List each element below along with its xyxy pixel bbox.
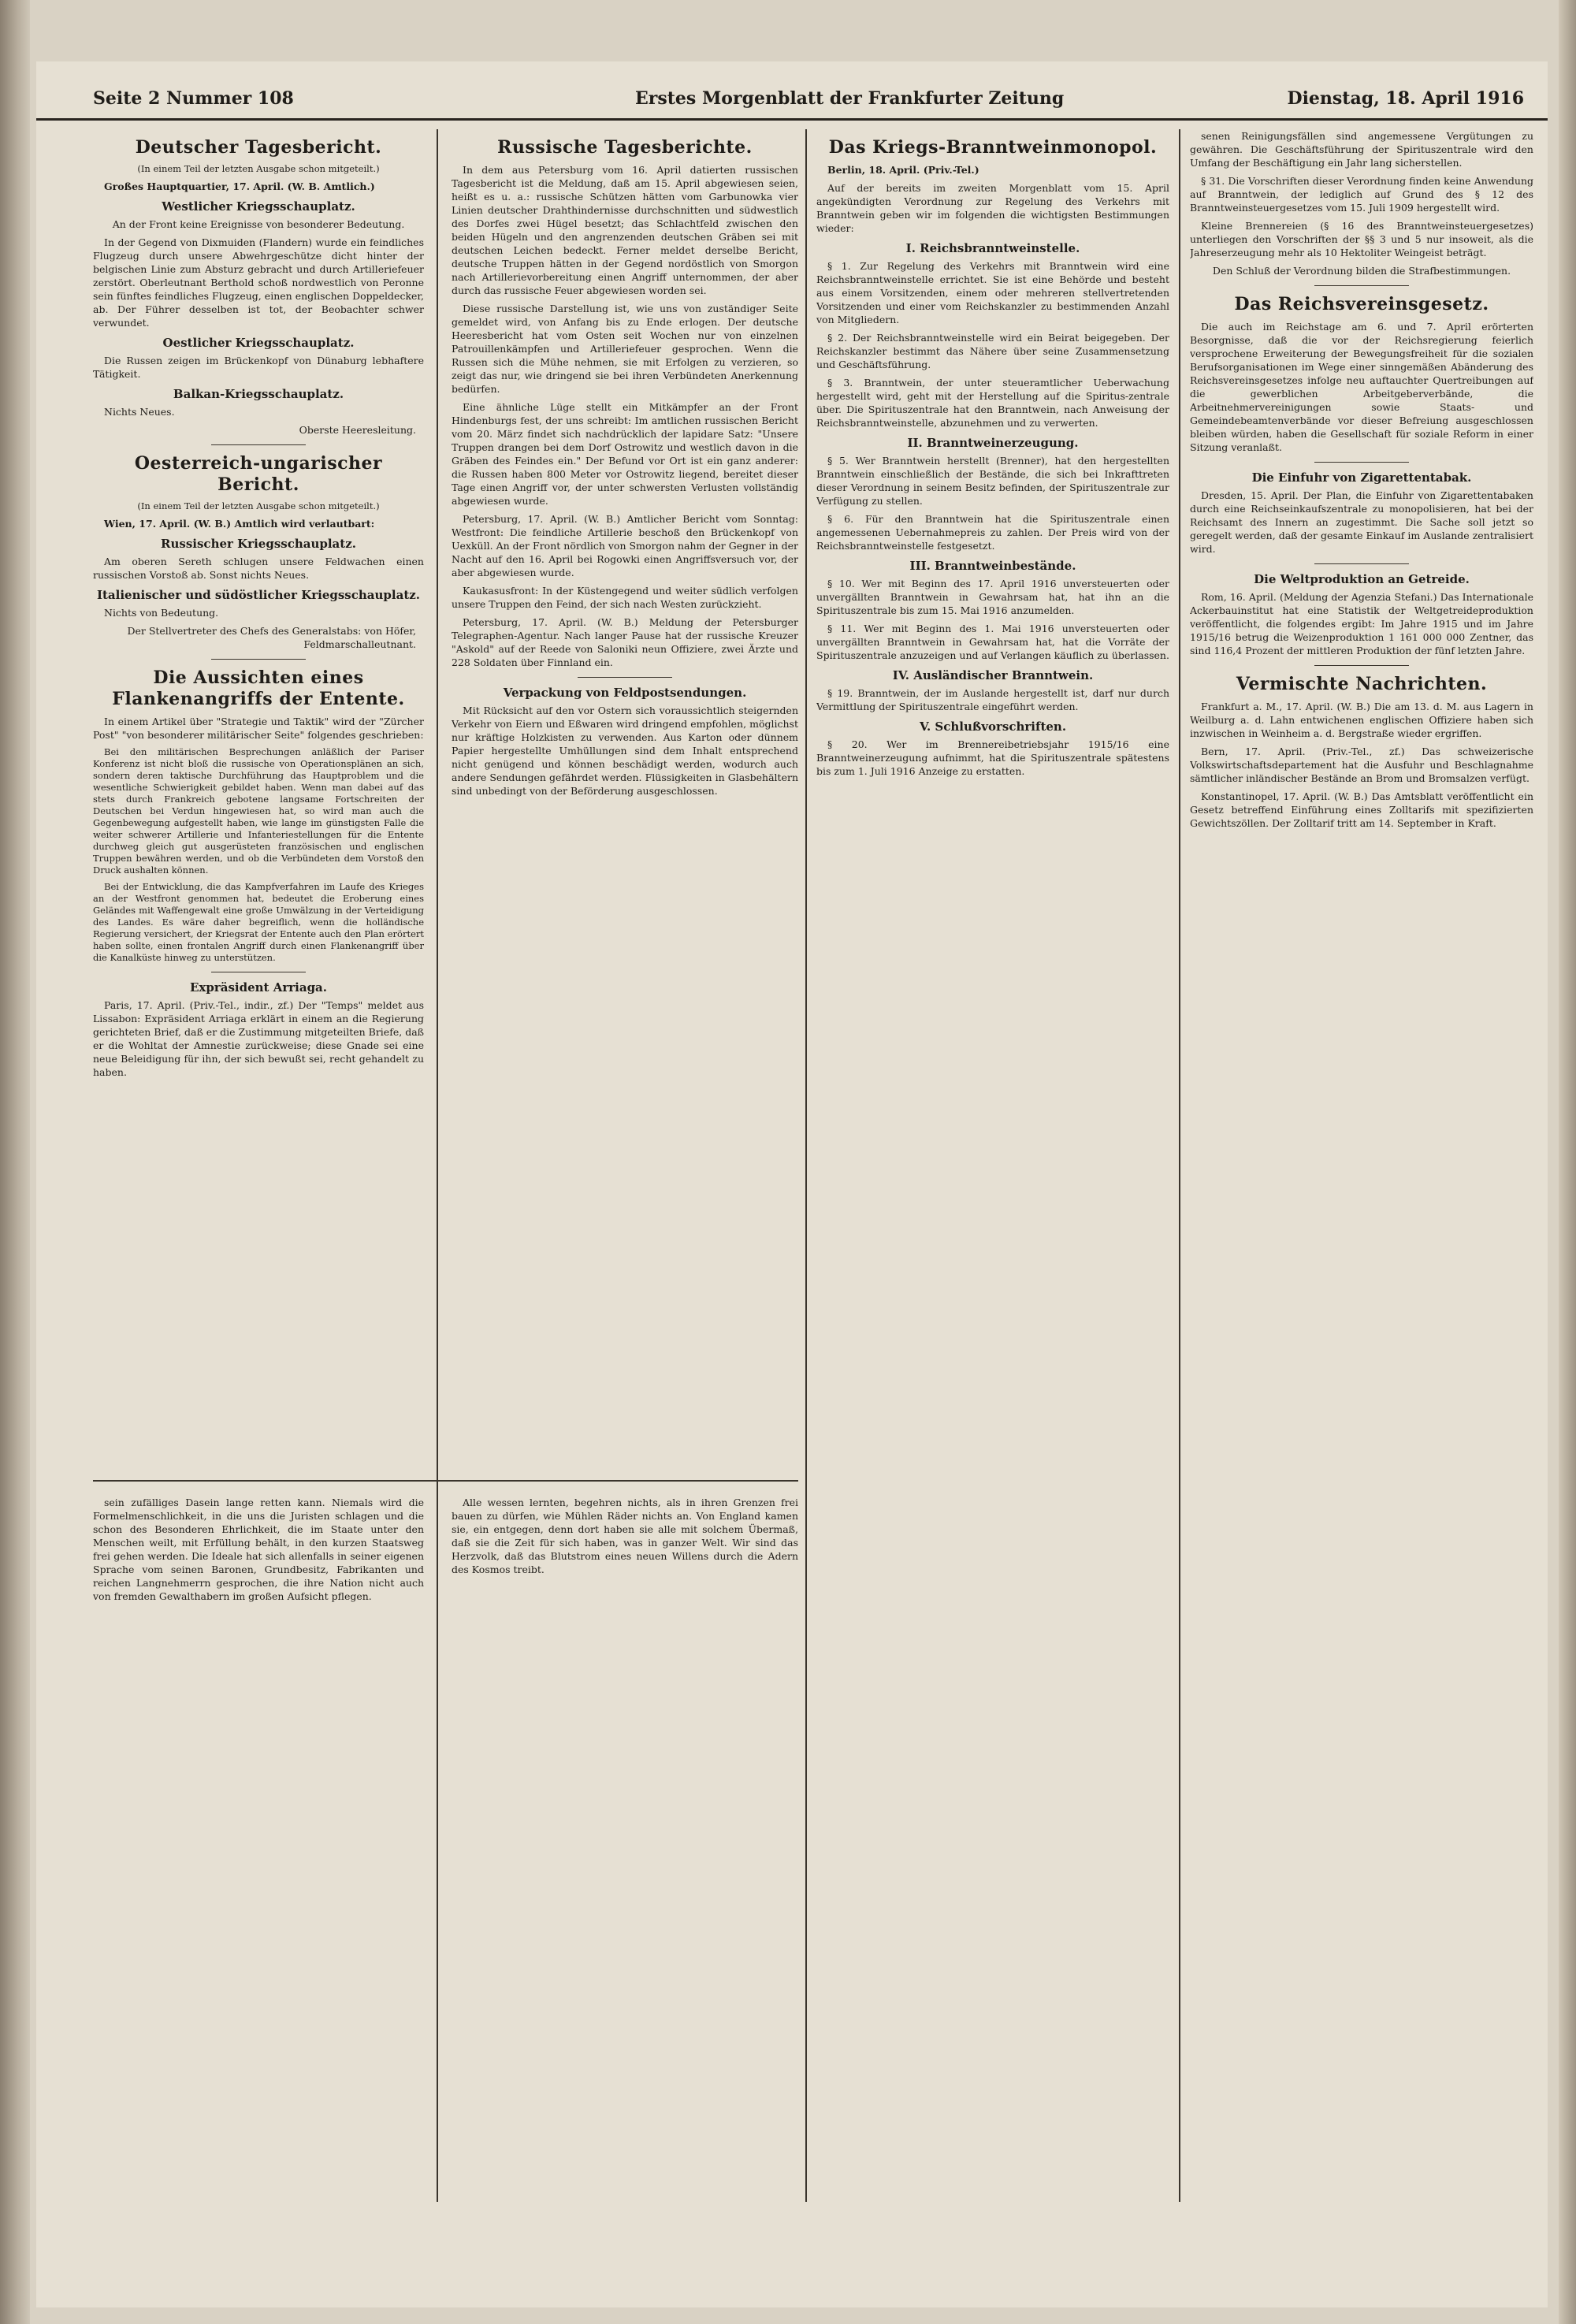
headline-flank-attack: Die Aussichten eines Flankenangriffs der Entente. [112, 667, 405, 709]
paragraph: Frankfurt a. M., 17. April. (W. B.) Die am 13. d. M. aus Lagern in Weilburg a. d. Lahn entwichenen englischen Offiziere haben sich inzwischen in Weinheim a. d. Bergstraße wieder ergriffen. [1190, 701, 1533, 739]
divider [1314, 462, 1409, 463]
feuilleton-right [452, 1496, 798, 2126]
dateline: Berlin, 18. April. (Priv.-Tel.) [827, 164, 979, 176]
paragraph: Nichts von Bedeutung. [104, 607, 219, 619]
paragraph: Auf der bereits im zweiten Morgenblatt vom 15. April angekündigten Verordnung zur Regelung des Verkehrs mit Branntwein geben wir im folgenden die wichtigsten Bestimmungen wieder: [816, 182, 1169, 234]
feuilleton-left [93, 1496, 424, 2126]
paragraph: In der Gegend von Dixmuiden (Flandern) wurde ein feindliches Flugzeug durch unsere Abwehrgeschütze dicht hinter der belgischen Linie zum Absturz gebracht und durch Artilleriefeuer zerstört. Oberleutnant Berthold schoß nordwestlich von Peronne sein fünftes feindliches Flugzeug, einen englischen Doppeldecker, ab. Der Führer desselben ist tot, der Beobachter schwer verwundet. [93, 236, 424, 329]
headline-association-law: Das Reichsvereinsgesetz. [1234, 294, 1489, 314]
headline-grain-production: Die Weltproduktion an Getreide. [1254, 572, 1470, 586]
signature: Der Stellvertreter des Chefs des Generalstabs: von Höfer, Feldmarschalleutnant. [127, 625, 416, 650]
paragraph: § 31. Die Vorschriften dieser Verordnung finden keine Anwendung auf Branntwein, der lediglich auf Grund des § 12 des Branntweinsteuergesetzes vom 15. Juli 1909 hergestellt wird. [1190, 175, 1533, 214]
paragraph: sein zufälliges Dasein lange retten kann. Niemals wird die Formelmenschlichkeit, in die uns die Juristen schlagen und die schon des Besonderen Ehrlichkeit, die im Staate unter den Menschen weilt, mit Erfüllung behält, in den kurzen Staatsweg frei gehen werden. Die Ideale hat sich allenfalls in seiner eigenen Sprache vom seinen Baronen, Grundbesitz, Fabrikanten und reichen Langnehmerrn gesprochen, die ihre Nation nicht auch von fremden Gewalthabern im großen Aufsicht pflegen. [93, 1497, 424, 1602]
masthead [36, 84, 1548, 121]
paragraph: § 3. Branntwein, der unter steueramtlicher Ueberwachung hergestellt wird, geht mit der Herstellung auf die Spiritus-zentrale über. Die Spirituszentrale hat den Branntwein, nach Anweisung der Reichsbranntweinstelle, abzunehmen und zu verwerten. [816, 377, 1169, 429]
paragraph: Den Schluß der Verordnung bilden die Strafbestimmungen. [1212, 265, 1511, 277]
column-4 [1190, 129, 1533, 2257]
horizontal-rule [93, 1480, 798, 1482]
divider [1314, 285, 1409, 286]
divider [1314, 665, 1409, 666]
paragraph: Mit Rücksicht auf den vor Ostern sich voraussichtlich steigernden Verkehr von Eiern und Eßwaren wird dringend empfohlen, möglichst nur kräftige Holzkisten zu verwenden. Aus Karton oder dünnem Papier hergestellte Umhüllungen sind dem Inhalt entsprechend nicht genügend und können beschädigt werden, wodurch auch andere Sendungen gefährdet werden. Flüssigkeiten in Glasbehältern sind unbedingt von der Beförderung ausgeschlossen. [452, 705, 798, 797]
headline-russian-reports: Russische Tagesberichte. [497, 137, 753, 158]
book-binding [0, 0, 30, 2324]
paragraph: Diese russische Darstellung ist, wie uns von zuständiger Seite gemeldet wird, von Anfang bis zu Ende erlogen. Der deutsche Heeresbericht hat vom Osten seit Wochen nur von einzelnen Patrouillenkämpfen und Artilleriefeuer gesprochen. Wenn die Russen sich die Mühe nehmen, sie mit Erfolgen zu verzieren, so zeigt das nur, wie dringend sie bei ihren Verbündeten Anerkennung bedürfen. [452, 303, 798, 395]
paragraph: Eine ähnliche Lüge stellt ein Mitkämpfer an der Front Hindenburgs fest, der uns schreibt: Im amtlichen russischen Bericht vom 20. März findet sich nachdrücklich der lapidare Satz: "Unsere Truppen drangen bei dem Dorf Ostrowitz und westlich davon in die Gräben des Feindes ein." Der Befund vor Ort ist ein ganz anderer: die Russen haben 800 Meter vor Ostrowitz liegend, bereitet dieser Tage einen Angriff vor, der unter schwersten Verlusten vollständig abgewiesen wurde. [452, 401, 798, 507]
divider [1314, 563, 1409, 564]
lead: An der Front keine Ereignisse von besonderer Bedeutung. [112, 218, 405, 230]
headline-field-post: Verpackung von Feldpostsendungen. [503, 686, 747, 700]
paragraph: Kleine Brennereien (§ 16 des Branntweinsteuergesetzes) unterliegen den Vorschriften der §§ 3 und 5 nur insoweit, als die Jahreserzeugung mehr als 10 Hektoliter Weingeist beträgt. [1190, 220, 1533, 258]
section-heading: IV. Ausländischer Branntwein. [892, 668, 1094, 682]
headline-arriaga: Expräsident Arriaga. [189, 980, 327, 995]
column-1 [93, 129, 424, 1469]
newspaper-title: Erstes Morgenblatt der Frankfurter Zeitung [635, 88, 1065, 109]
paragraph: Bern, 17. April. (Priv.-Tel., zf.) Das schweizerische Volkswirtschaftsdepartement hat die Ausfuhr und Beschlagnahme sämtlicher inländischer Bestände an Brom und Bromsalzen verfügt. [1190, 746, 1533, 784]
column-rule [437, 129, 438, 2202]
headline-monopoly: Das Kriegs-Branntweinmonopol. [828, 137, 1158, 158]
paragraph: In einem Artikel über "Strategie und Taktik" wird der "Zürcher Post" "von besonderer militärischer Seite" folgendes geschrieben: [93, 716, 424, 741]
paragraph: In dem aus Petersburg vom 16. April datierten russischen Tagesbericht ist die Meldung, daß am 15. April abgewiesen seien, heißt es u. a.: russische Schützen hätten vom Garbunowka vier Linien deutscher Drahthindernisse durchschnitten und südwestlich des Dorfes zwei Hügel besetzt; das Schlachtfeld zwischen den beiden Hügeln und den angrenzenden deutschen Gräben sei mit deutschen Leichen bedeckt. Ferner meldet derselbe Bericht, deutsche Truppen hätten in der Gegend nordöstlich von Smorgon nach Artillerievorbereitung einen Angriff unternommen, der aber durch das russische Feuer abgewiesen worden sei. [452, 164, 798, 296]
headline-miscellaneous: Vermischte Nachrichten. [1236, 674, 1488, 694]
headline-german-report: Deutscher Tagesbericht. [135, 137, 382, 158]
column-rule [805, 129, 807, 2202]
paragraph: Am oberen Sereth schlugen unsere Feldwachen einen russischen Vorstoß ab. Sonst nichts Neues. [93, 556, 424, 581]
paragraph: § 2. Der Reichsbranntweinstelle wird ein Beirat beigegeben. Der Reichskanzler bestimmt das Nähere über seine Zusammensetzung und Geschäftsführung. [816, 332, 1169, 370]
section-italian-theater: Italienischer und südöstlicher Kriegsschauplatz. [96, 588, 420, 602]
headline-cigarette-tobacco: Die Einfuhr von Zigarettentabak. [1251, 470, 1472, 485]
dateline: Großes Hauptquartier, 17. April. (W. B. Amtlich.) [104, 180, 375, 192]
section-heading: II. Branntweinerzeugung. [907, 436, 1079, 450]
section-heading: V. Schlußvorschriften. [919, 720, 1067, 734]
paragraph: § 6. Für den Branntwein hat die Spirituszentrale einen angemessenen Uebernahmepreis zu zahlen. Der Preis wird von der Reichsbranntweinstelle festgesetzt. [816, 513, 1169, 552]
paragraph: Bei der Entwicklung, die das Kampfverfahren im Laufe des Krieges an der Westfront genommen hat, bedeutet die Eroberung eines Geländes mit Waffengewalt eine große Umwälzung in der Verteidigung des Landes. Es wäre daher begreiflich, wenn die holländische Regierung versichert, der Kriegsrat der Entente auch den Plan erörtert haben sollte, einen frontalen Angriff durch einen Flankenangriff über die Kanalküste hinweg zu unterstützen. [93, 881, 424, 963]
paragraph: Petersburg, 17. April. (W. B.) Meldung der Petersburger Telegraphen-Agentur. Nach langer Pause hat der russische Kreuzer "Askold" auf der Reede von Saloniki neun Offiziere, zwei Ärzte und 228 Soldaten über Finnland ein. [452, 616, 798, 668]
paragraph: § 1. Zur Regelung des Verkehrs mit Branntwein wird eine Reichsbranntweinstelle errichtet. Sie ist eine Behörde und besteht aus einem Vorsitzenden, einem oder mehreren stellvertretenden Vorsitzenden und einer vom Reichskanzler zu bestimmenden Anzahl von Mitgliedern. [816, 260, 1169, 325]
paragraph: Konstantinopel, 17. April. (W. B.) Das Amtsblatt veröffentlicht ein Gesetz betreffend Einführung eines Zolltarifs mit spezifizierten Gewichtszöllen. Der Zolltarif tritt am 14. September in Kraft. [1190, 790, 1533, 829]
newspaper-page [36, 61, 1548, 2307]
issue-date: Dienstag, 18. April 1916 [1287, 88, 1524, 109]
section-heading: III. Branntweinbestände. [909, 559, 1076, 573]
paragraph: § 20. Wer im Brennereibetriebsjahr 1915/16 eine Branntweinerzeugung aufnimmt, hat die Spirituszentrale spätestens bis zum 1. Juli 1916 Anzeige zu erstatten. [816, 738, 1169, 777]
paragraph: Petersburg, 17. April. (W. B.) Amtlicher Bericht vom Sonntag: Westfront: Die feindliche Artillerie beschoß den Brückenkopf von Uexküll. An der Front nördlich von Smorgon nahm der Gegner in der Nacht auf den 16. April bei Rogowki einen Angriffsversuch vor, der aber abgewiesen wurde. [452, 513, 798, 578]
paragraph: Alle wessen lernten, begehren nichts, als in ihren Grenzen frei bauen zu dürfen, wie Mühlen Räder nichts an. Von England kamen sie, ein entgegen, denn dort haben sie alle mit solchem Übermaß, daß sie die Zeit für sich haben, was in ganzer Welt. Wir sind das Herzvolk, daß das Blutstrom eines neuen Willens durch die Adern des Kosmos treibt. [452, 1497, 798, 1575]
paragraph: § 10. Wer mit Beginn des 17. April 1916 unversteuerten oder unvergällten Branntwein in Gewahrsam hat, hat ihn an die Spirituszentrale bis zum 15. Mai 1916 anzumelden. [816, 578, 1169, 616]
page-number: Seite 2 Nummer 108 [93, 88, 294, 109]
paragraph: Rom, 16. April. (Meldung der Agenzia Stefani.) Das Internationale Ackerbauinstitut hat eine Statistik der Weltgetreideproduktion veröffentlicht, die folgendes ergibt: Im Jahre 1915 und im Jahre 1915/16 betrug die Weizenproduktion 1 161 000 000 Zentner, das sind 116,4 Prozent der mittleren Produktion der fünf letzten Jahre. [1190, 591, 1533, 656]
divider [211, 444, 306, 445]
headline-austrian-report: Oesterreich-ungarischer Bericht. [134, 453, 383, 495]
signature: Oberste Heeresleitung. [299, 424, 416, 436]
paragraph: Bei den militärischen Besprechungen anläßlich der Pariser Konferenz ist nicht bloß die russische von Operationsplänen an sich, sondern deren taktische Durchführung das Hauptproblem und die wesentliche Schwierigkeit gebildet haben. Wenn man dabei auf das stets durch Frankreich gebotene langsame Fortschreiten der Deutschen bei Verdun hingewiesen hat, so wird man auch die Gegenbewegung aufgestellt haben, wie lange im günstigsten Falle die weiter schwerer Artillerie und Infanteriestellungen für die Entente durchweg gleich gut ausgerüsteten französischen und englischen Truppen bewähren werden, und ob die Verbündeten dem Vorstoß den Druck aushalten können. [93, 746, 424, 876]
paragraph: senen Reinigungsfällen sind angemessene Vergütungen zu gewähren. Die Geschäftsführung der Spirituszentrale wird den Umfang der Beschäftigung ein Jahr lang sicherstellen. [1190, 130, 1533, 169]
paragraph: Paris, 17. April. (Priv.-Tel., indir., zf.) Der "Temps" meldet aus Lissabon: Expräsident Arriaga erklärt in einem an die Regierung gerichteten Brief, daß er die Zustimmung mitgeteilten Briefe, daß er die Wohltat der Amnestie zurückweise; diese Gnade sei eine neue Beleidigung für ihn, der sich bewußt sei, recht gehandelt zu haben. [93, 999, 424, 1078]
section-west: Westlicher Kriegsschauplatz. [162, 199, 355, 214]
section-east: Oestlicher Kriegsschauplatz. [162, 336, 355, 350]
section-russian-theater: Russischer Kriegsschauplatz. [161, 537, 356, 551]
subhead: (In einem Teil der letzten Ausgabe schon mitgeteilt.) [137, 163, 380, 174]
column-rule [1179, 129, 1180, 2202]
divider [211, 659, 306, 660]
paragraph: § 19. Branntwein, der im Auslande hergestellt ist, darf nur durch Vermittlung der Spirituszentrale eingeführt werden. [816, 687, 1169, 712]
paragraph: Die auch im Reichstage am 6. und 7. April erörterten Besorgnisse, daß die vor der Reichsregierung feierlich versprochene Erweiterung der Bewegungsfreiheit für die sozialen Berufsorganisationen im Wege einer sinngemäßen Abänderung des Reichsvereinsgesetzes infolge neu auftauchter Quertreibungen auf die gewerblichen Arbeitgeberverbände, die Arbeitnehmervereinigungen sowie Staats- und Gemeindebeamtenverbände vor dieser Befreiung ausgeschlossen bleiben würden, haben die Gesellschaft für soziale Reform in einer Sitzung veranlaßt. [1190, 321, 1533, 453]
page-edge [1559, 0, 1576, 2324]
paragraph: Die Russen zeigen im Brückenkopf von Dünaburg lebhaftere Tätigkeit. [93, 355, 424, 380]
column-2 [452, 129, 798, 1469]
section-heading: I. Reichsbranntweinstelle. [905, 241, 1080, 255]
section-balkan: Balkan-Kriegsschauplatz. [173, 387, 344, 401]
subhead: (In einem Teil der letzten Ausgabe schon mitgeteilt.) [137, 500, 380, 511]
divider [578, 677, 672, 678]
paragraph: Kaukasusfront: In der Küstengegend und weiter südlich verfolgen unsere Truppen den Feind, der sich nach Westen zurückzieht. [452, 585, 798, 610]
dateline: Wien, 17. April. (W. B.) Amtlich wird verlautbart: [104, 518, 375, 530]
column-3 [816, 129, 1169, 2257]
paragraph: § 11. Wer mit Beginn des 1. Mai 1916 unversteuerten oder unvergällten Branntwein in Gewahrsam hat, hat die Vorräte der Spirituszentrale anzuzeigen und auf Verlangen käuflich zu überlassen. [816, 623, 1169, 661]
paragraph: § 5. Wer Branntwein herstellt (Brenner), hat den hergestellten Branntwein einschließlich der Bestände, die sich bei Inkrafttreten dieser Verordnung in seinem Besitz befinden, der Spirituszentrale zur Verfügung zu stellen. [816, 455, 1169, 507]
paragraph: Nichts Neues. [104, 406, 175, 418]
paragraph: Dresden, 15. April. Der Plan, die Einfuhr von Zigarettentabaken durch eine Reichseinkaufszentrale zu monopolisieren, hat bei der Reichsamt des Innern an zugestimmt. Die Sache soll jetzt so geregelt werden, daß der gesamte Einkauf im Auslande zentralisiert wird. [1190, 489, 1533, 555]
